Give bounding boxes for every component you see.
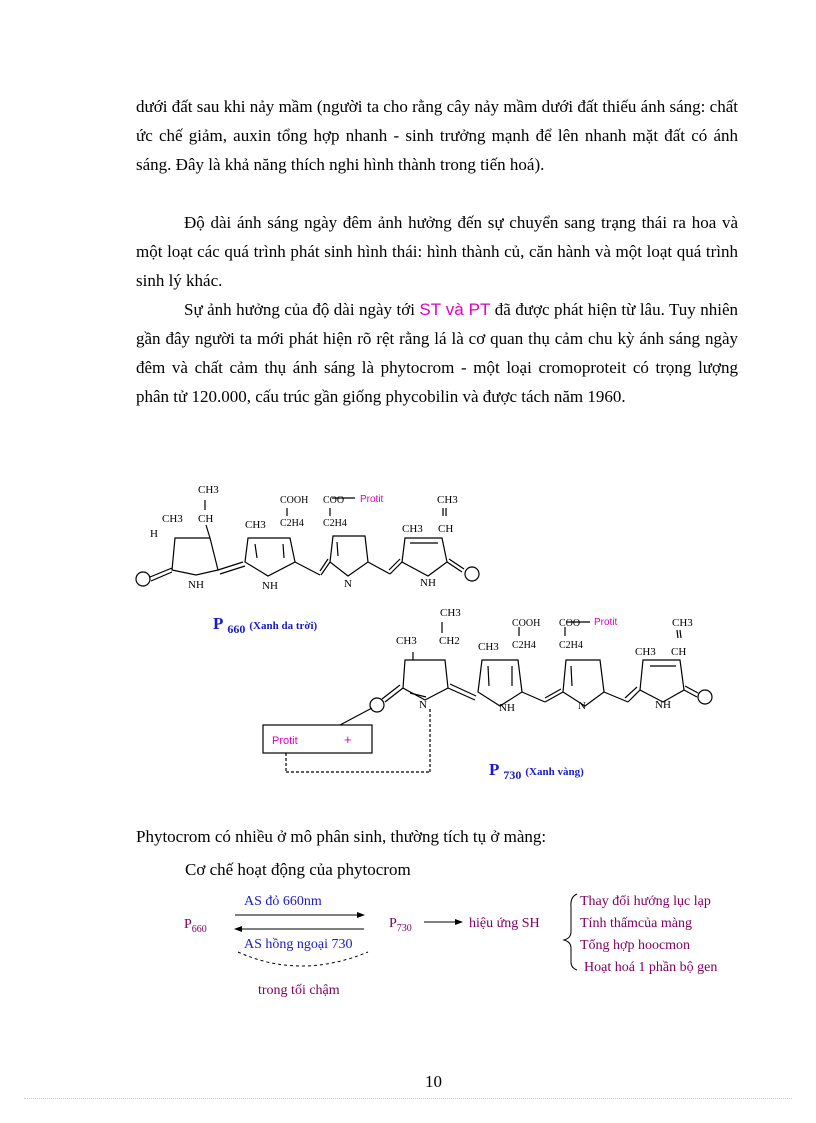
effect-item: Tổng hợp hoocmon	[580, 938, 691, 953]
p660-sub: 660	[191, 924, 207, 935]
n-label: N	[344, 578, 352, 590]
p730-sub: 730	[396, 923, 412, 934]
ch3-label: CH3	[437, 494, 458, 506]
c2h4-label: C2H4	[559, 640, 583, 651]
nh-label: NH	[262, 580, 278, 592]
ch3-label: CH3	[402, 523, 423, 535]
ch-label: CH	[198, 513, 214, 525]
paragraph-3	[136, 295, 738, 411]
nh-label: NH	[420, 577, 436, 589]
effect-label: hiệu ứng SH	[469, 916, 540, 931]
p660-form-label	[184, 917, 207, 935]
p730-title-sub: 730	[503, 768, 522, 782]
p660-title-note: (Xanh da trời)	[249, 620, 318, 632]
coo-label: COO	[323, 495, 345, 506]
ch3-label: CH3	[635, 646, 656, 658]
c2h4-label: C2H4	[323, 518, 347, 529]
n-label: N	[578, 700, 586, 712]
cooh-label: COOH	[280, 495, 309, 506]
paragraph-3-end: đã được phát hiện từ lâu. Tuy nhiên gần đây người ta mới phát hiện rõ rệt rằng lá là cơ quan thụ cảm chu kỳ ánh sáng ngày đêm và chất cảm thụ ánh sáng là phytocrom - một loại cromoproteit có trọng lượng phân tử 120.000, cấu trúc gần giống phycobilin và được tách năm 1960.	[136, 300, 738, 406]
ch3-label: CH3	[478, 641, 499, 653]
c2h4-label: C2H4	[512, 640, 536, 651]
nh-label: NH	[499, 702, 515, 714]
ch-label: CH	[671, 646, 687, 658]
phytochrome-mechanism-diagram	[0, 880, 816, 1000]
ch3-label: CH3	[672, 617, 693, 629]
dark-reversion-label: trong tối chậm	[258, 983, 340, 998]
coo-label: COO	[559, 618, 581, 629]
effect-item: Hoạt hoá 1 phần bộ gen	[584, 960, 718, 975]
ch3-label: CH3	[198, 484, 219, 496]
ch2-label: CH2	[439, 635, 460, 647]
p730-form-label	[389, 916, 412, 934]
oxygen-circle-1	[136, 572, 150, 586]
red-light-label: AS đỏ 660nm	[244, 894, 322, 909]
paragraph-2: Độ dài ánh sáng ngày đêm ảnh hưởng đến sự chuyển sang trạng thái ra hoa và một loạt các quá trình phát sinh hình thái: hình thành củ, căn hành và một loạt quá trình sinh lý khác.	[136, 213, 738, 290]
effect-item: Tính thấmcủa màng	[580, 916, 692, 931]
paragraph-4: Phytocrom có nhiều ở mô phân sinh, thường tích tụ ở màng:	[136, 827, 547, 846]
p730-title-note: (Xanh vàng)	[525, 766, 584, 778]
page-bottom-border	[24, 1098, 792, 1099]
ch3-label: CH3	[245, 519, 266, 531]
p660-title-sub: 660	[227, 622, 246, 636]
effects-brace	[564, 894, 577, 970]
paragraph-3-start: Sự ảnh hưởng của độ dài ngày tới	[184, 300, 420, 319]
mechanism-heading: Cơ chế hoạt động của phytocrom	[185, 860, 411, 879]
protit-label: Protit	[594, 617, 618, 628]
protit-box-label: Protit	[272, 735, 298, 747]
ch3-label: CH3	[396, 635, 417, 647]
oxygen-circle-2	[465, 567, 479, 581]
h-label: H	[150, 528, 158, 540]
protit-label: Protit	[360, 494, 384, 505]
effect-item: Thay đổi hướng lục lạp	[580, 894, 711, 909]
paragraph-1: dưới đất sau khi nảy mầm (người ta cho rằng cây nảy mầm dưới đất thiếu ánh sáng: chất ức chế giảm, auxin tổng hợp nhanh - sinh trưởng mạnh để lên nhanh mặt đất có ánh sáng. Đây là khả năng thích nghi hình thành trong tiến hoá).	[136, 97, 738, 174]
protit-plus-sign: +	[344, 732, 352, 747]
ch-label: CH	[438, 523, 454, 535]
p730-letter: P	[389, 916, 397, 931]
ch3-label: CH3	[440, 607, 461, 619]
p730-title	[489, 760, 584, 782]
paragraph-3-highlight: ST và PT	[419, 300, 491, 319]
n-label: N	[419, 699, 427, 711]
ch3-label: CH3	[162, 513, 183, 525]
c2h4-label: C2H4	[280, 518, 304, 529]
phytochrome-structure-diagram	[0, 470, 816, 790]
oxygen-circle-3	[370, 698, 384, 712]
p660-title	[213, 614, 318, 636]
dark-reversion-curve	[238, 952, 368, 966]
far-red-light-label: AS hồng ngoại 730	[244, 937, 353, 952]
page-number: 10	[425, 1072, 442, 1091]
p660-letter: P	[184, 917, 192, 932]
nh-label: NH	[188, 579, 204, 591]
p730-title-letter: P	[489, 760, 500, 779]
oxygen-circle-4	[698, 690, 712, 704]
nh-label: NH	[655, 699, 671, 711]
p660-title-letter: P	[213, 614, 224, 633]
cooh-label: COOH	[512, 618, 541, 629]
